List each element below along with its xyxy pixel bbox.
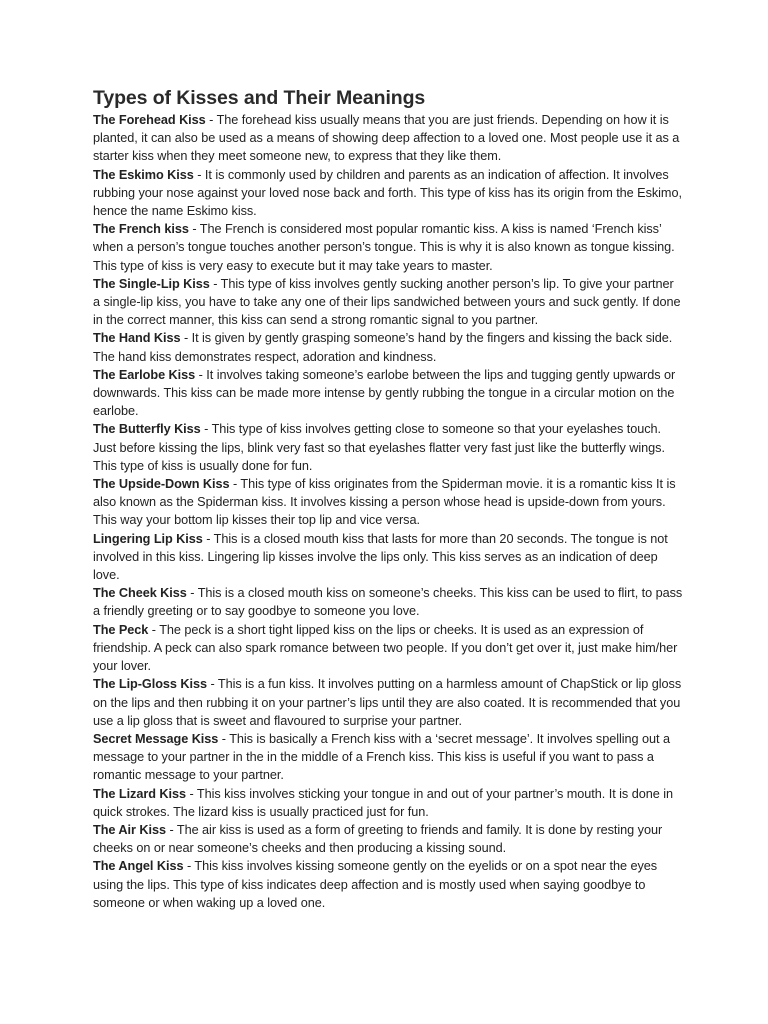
entry-term: Lingering Lip Kiss: [93, 531, 203, 546]
entry-description: - The peck is a short tight lipped kiss on the lips or cheeks. It is used as an expression of friendship. A peck can also spark romance between two people. If you don’t get over it, just make him/her your lover.: [93, 622, 678, 674]
entry-term: The Forehead Kiss: [93, 113, 206, 127]
entry-description: - The air kiss is used as a form of greeting to friends and family. It is done by resting your cheeks on or near someone’s cheeks and then producing a kissing sound.: [93, 822, 663, 856]
entry-hand-kiss: [93, 329, 683, 365]
entry-angel-kiss: [93, 857, 683, 912]
entry-description: - This is a closed mouth kiss that lasts for more than 20 seconds. The tongue is not involved in this kiss. Lingering lip kisses involve the lips only. This kiss serves as an indication of deep love.: [93, 531, 668, 583]
entry-description: - It is commonly used by children and parents as an indication of affection. It involves rubbing your nose against your loved nose back and forth. This type of kiss has its origin from the Eskimo, hence the name Eskimo kiss.: [93, 167, 682, 219]
entry-earlobe-kiss: [93, 366, 683, 421]
entry-description: - This type of kiss involves getting close to someone so that your eyelashes touch. Just before kissing the lips, blink very fast so that eyelashes flatter very fast just like the butterfly wings. This type of kiss is usually done for fun.: [93, 422, 665, 473]
entry-term: Secret Message Kiss: [93, 731, 219, 746]
entry-term: The French kiss: [93, 222, 189, 237]
entry-single-lip-kiss: [93, 275, 683, 330]
entry-term: The Angel Kiss: [93, 859, 184, 874]
entry-secret-message-kiss: [93, 730, 683, 785]
entry-french-kiss: [93, 220, 683, 275]
entry-description: - This is a closed mouth kiss on someone’s cheeks. This kiss can be used to flirt, to pass a friendly greeting or to say goodbye to someone you love.: [93, 586, 683, 619]
entry-lizard-kiss: [93, 785, 683, 821]
entry-forehead-kiss: [93, 111, 683, 166]
entry-description: - This is basically a French kiss with a ‘secret message’. It involves spelling out a message to your partner in the in the middle of a French kiss. This kiss is useful if you want to pass a romantic message to your partner.: [93, 731, 670, 783]
entry-term: The Cheek Kiss: [93, 586, 187, 601]
entry-term: The Butterfly Kiss: [93, 422, 201, 437]
entry-description: - This kiss involves kissing someone gently on the eyelids or on a spot near the eyes using the lips. This type of kiss indicates deep affection and is mostly used when saying goodbye to someone or when waking up a loved one.: [93, 859, 658, 910]
entry-description: - This type of kiss originates from the Spiderman movie. it is a romantic kiss It is also known as the Spiderman kiss. It involves kissing a person whose head is upside-down from yours. This way your bottom lip kisses their top lip and vice versa.: [93, 477, 676, 528]
entry-term: The Lip-Gloss Kiss: [93, 677, 208, 692]
entry-term: The Air Kiss: [93, 822, 166, 837]
entry-term: The Upside-Down Kiss: [93, 477, 230, 492]
entry-lip-gloss-kiss: [93, 675, 683, 730]
entry-peck: [93, 621, 683, 676]
entry-description: - This kiss involves sticking your tongue in and out of your partner’s mouth. It is done in quick strokes. The lizard kiss is usually practiced just for fun.: [93, 786, 673, 819]
entry-air-kiss: [93, 821, 683, 857]
entry-term: The Hand Kiss: [93, 331, 181, 346]
entry-cheek-kiss: [93, 584, 683, 620]
entry-butterfly-kiss: [93, 420, 683, 475]
entry-term: The Lizard Kiss: [93, 786, 187, 801]
entry-description: - This is a fun kiss. It involves putting on a harmless amount of ChapStick or lip gloss on the lips and then rubbing it on your partner’s lips until they are also coated. It is recommended that you use a lip gloss that is sweet and flavoured to surprise your partner.: [93, 677, 682, 728]
entry-upside-down-kiss: [93, 475, 683, 530]
entry-description: - It is given by gently grasping someone’s hand by the fingers and kissing the back side. The hand kiss demonstrates respect, adoration and kindness.: [93, 331, 673, 364]
page-title: Types of Kisses and Their Meanings: [93, 87, 426, 109]
entry-description: - This type of kiss involves gently sucking another person’s lip. To give your partner a single-lip kiss, you have to take any one of their lips sandwiched between yours and suck gently. If done in the correct manner, this kiss can send a strong romantic signal to you partner.: [93, 276, 681, 328]
entry-term: The Peck: [93, 622, 149, 637]
entry-term: The Single-Lip Kiss: [93, 276, 210, 291]
entry-description: - It involves taking someone’s earlobe between the lips and tugging gently upwards or downwards. This kiss can be made more intense by gently rubbing the tongue in a circular motion on the earlobe.: [93, 367, 676, 419]
entry-description: - The French is considered most popular romantic kiss. A kiss is named ‘French kiss’ when a person’s tongue touches another person’s tongue. This is why it is also known as tongue kissing. This type of kiss is very easy to execute but it may take years to master.: [93, 222, 675, 273]
document-page: [93, 86, 683, 912]
entry-lingering-lip-kiss: [93, 530, 683, 585]
entry-description: - The forehead kiss usually means that you are just friends. Depending on how it is planted, it can also be used as a means of showing deep affection to a loved one. Most people use it as a starter kiss when they meet someone new, to express that they like them.: [93, 113, 680, 164]
entry-eskimo-kiss: [93, 166, 683, 221]
entry-term: The Earlobe Kiss: [93, 367, 196, 382]
entry-term: The Eskimo Kiss: [93, 167, 194, 182]
